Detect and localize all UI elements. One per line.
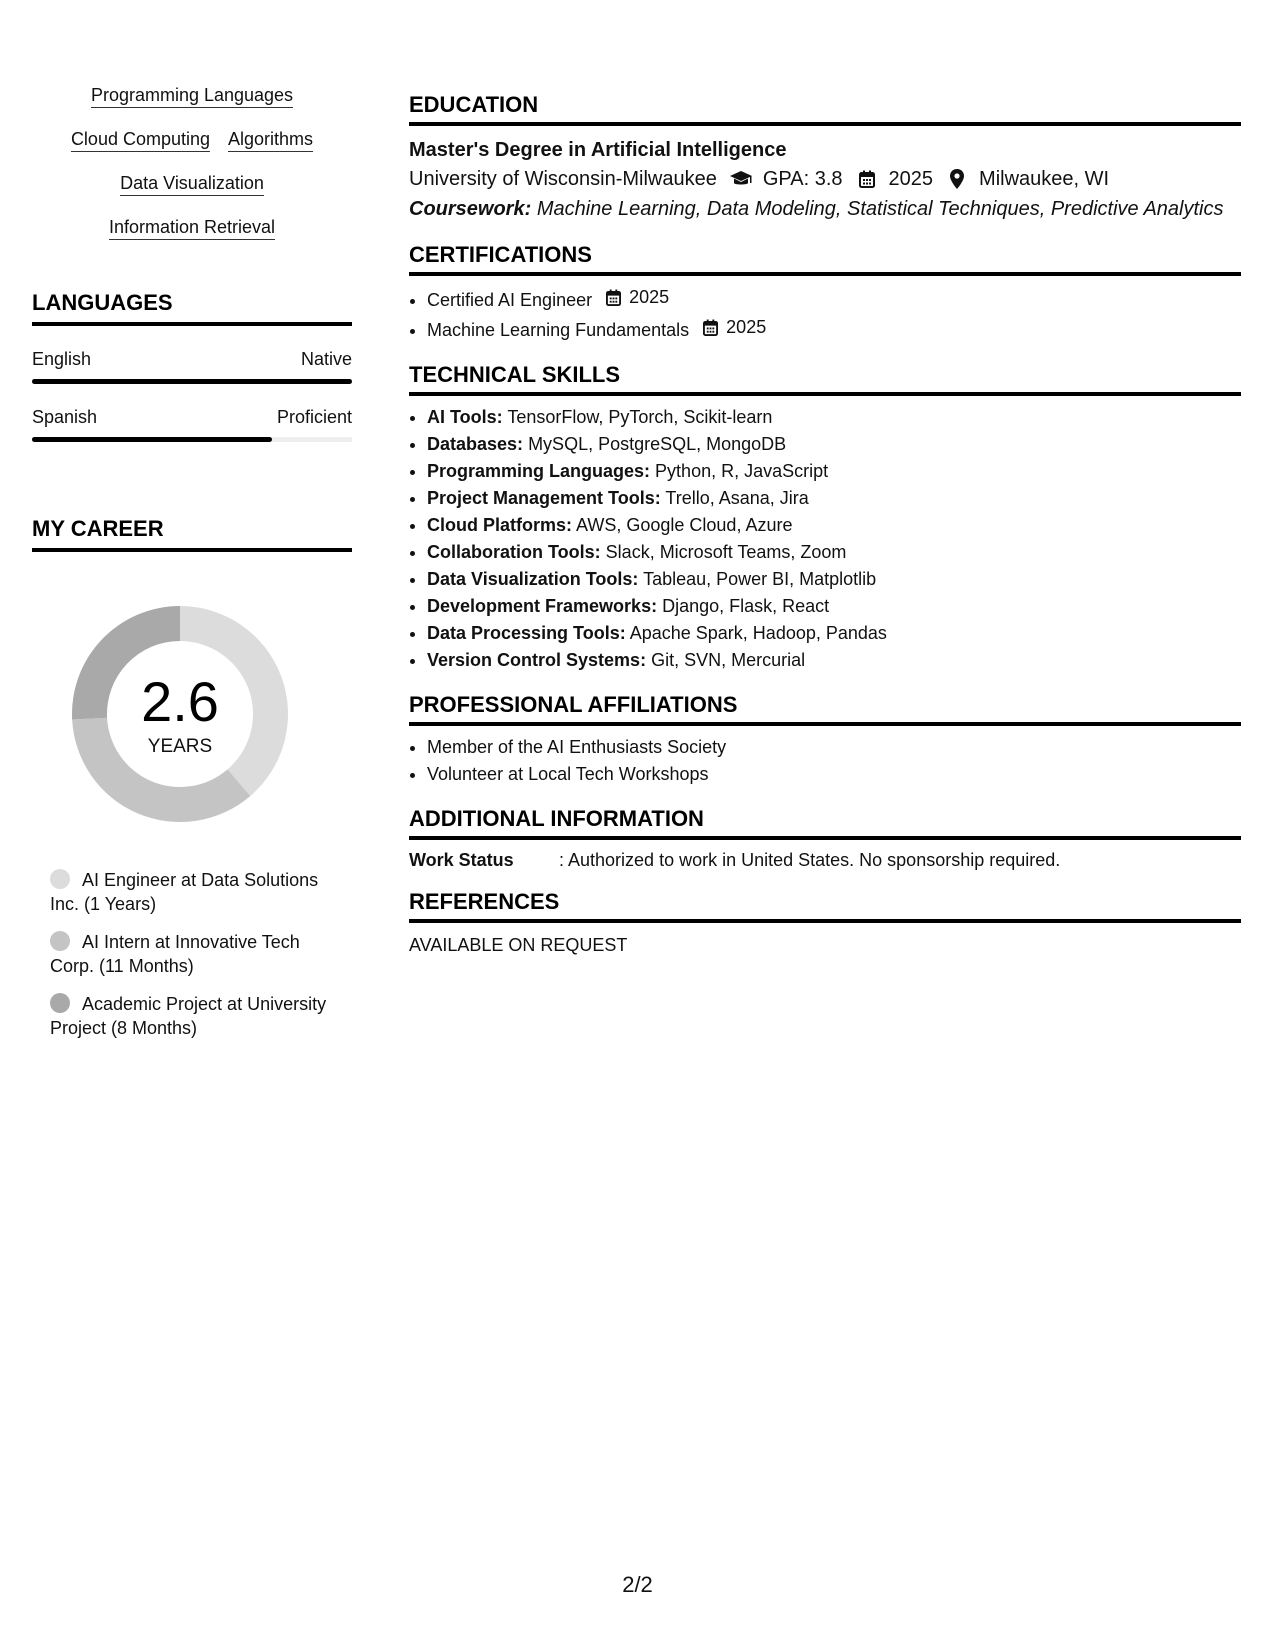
skill-tag-row [32, 128, 352, 152]
skill-category: Project Management Tools: [427, 488, 661, 508]
career-total-value: 2.6 [141, 670, 219, 733]
skill-category: Cloud Platforms: [427, 515, 573, 535]
skill-tag: Programming Languages [91, 84, 293, 108]
graduation-cap-icon [729, 169, 753, 189]
certification-date [703, 314, 766, 341]
coursework-label: Coursework: [409, 198, 532, 220]
work-status-label: Work Status [409, 850, 514, 870]
affiliation-item: • Volunteer at Local Tech Workshops [427, 761, 1241, 788]
technical-skill-item [427, 404, 1241, 431]
coursework-value: Machine Learning, Data Modeling, Statistical Techniques, Predictive Analytics [536, 198, 1224, 220]
technical-skill-item [427, 593, 1241, 620]
left-column [32, 84, 352, 1054]
certification-year: 2025 [629, 287, 670, 307]
technical-skill-item [427, 566, 1241, 593]
career-list-item [50, 992, 330, 1040]
skill-values: Django, Flask, React [662, 596, 830, 616]
skill-category: Collaboration Tools: [427, 542, 601, 562]
technical-skill-item [427, 458, 1241, 485]
education-location: Milwaukee, WI [979, 168, 1110, 190]
education-coursework [409, 194, 1241, 224]
calendar-icon [855, 169, 879, 189]
location-pin-icon [945, 169, 969, 189]
language-level-bar [32, 379, 352, 384]
technical-skills-title: TECHNICAL SKILLS [409, 362, 1241, 396]
career-section [32, 516, 352, 1040]
career-legend-dot [50, 869, 70, 889]
certification-name: Machine Learning Fundamentals [427, 320, 690, 340]
skill-category: Data Visualization Tools: [427, 569, 639, 589]
education-details [409, 164, 1241, 194]
education-degree: Master's Degree in Artificial Intelligence [409, 139, 787, 161]
additional-info-section [409, 806, 1241, 871]
language-name: English [32, 349, 92, 369]
education-year: 2025 [888, 168, 934, 190]
skill-tag: Information Retrieval [109, 216, 275, 240]
career-item-label: AI Engineer at Data Solutions Inc. (1 Years) [50, 870, 319, 914]
technical-skill-item [427, 485, 1241, 512]
skill-tag: Algorithms [228, 128, 313, 152]
skill-values: TensorFlow, PyTorch, Scikit-learn [507, 407, 773, 427]
career-legend [50, 868, 330, 1040]
references-title: REFERENCES [409, 889, 1241, 923]
education-section [409, 92, 1241, 224]
education-title: EDUCATION [409, 92, 1241, 126]
language-row [32, 348, 352, 370]
skill-category: AI Tools: [427, 407, 503, 427]
skill-tag: Data Visualization [120, 172, 264, 196]
career-total-unit: YEARS [147, 736, 213, 757]
languages-section [32, 290, 352, 442]
skill-values: Python, R, JavaScript [655, 461, 829, 481]
career-item-label: Academic Project at University Project (8 Months) [50, 994, 327, 1038]
skill-values: Tableau, Power BI, Matplotlib [643, 569, 877, 589]
career-donut-chart [62, 596, 298, 832]
affiliations-title: PROFESSIONAL AFFILIATIONS [409, 692, 1241, 726]
references-text: AVAILABLE ON REQUEST [409, 935, 628, 955]
technical-skill-item [427, 647, 1241, 674]
languages-title: LANGUAGES [32, 290, 352, 326]
certifications-list [409, 284, 1241, 344]
skill-category: Development Frameworks: [427, 596, 658, 616]
language-name: Spanish [32, 407, 98, 427]
skill-values: Apache Spark, Hadoop, Pandas [629, 623, 887, 643]
technical-skills-section [409, 362, 1241, 674]
affiliations-list [409, 734, 1241, 788]
references-section [409, 889, 1241, 956]
technical-skill-item [427, 539, 1241, 566]
career-list-item [50, 868, 330, 916]
technical-skill-item [427, 620, 1241, 647]
page-number: 2/2 [622, 1572, 653, 1597]
language-level: Proficient [276, 407, 352, 427]
skill-tag-row [32, 172, 352, 196]
technical-skills-list [409, 404, 1241, 674]
career-list-item [50, 930, 330, 978]
certifications-section [409, 242, 1241, 344]
skill-tag-row [32, 216, 352, 240]
career-legend-dot [50, 931, 70, 951]
skill-category: Databases: [427, 434, 524, 454]
work-status-value: : Authorized to work in United States. No sponsorship required. [559, 850, 1061, 870]
skill-tag-row [32, 84, 352, 108]
skill-values: Git, SVN, Mercurial [651, 650, 806, 670]
certifications-title: CERTIFICATIONS [409, 242, 1241, 276]
certification-item [427, 284, 1241, 314]
skill-values: Trello, Asana, Jira [665, 488, 809, 508]
calendar-icon [703, 319, 722, 336]
skill-category: Programming Languages: [427, 461, 651, 481]
language-level-fill [32, 379, 352, 384]
skill-tags [32, 84, 352, 260]
technical-skill-item [427, 431, 1241, 458]
technical-skill-item [427, 512, 1241, 539]
certification-name: Certified AI Engineer [427, 290, 593, 310]
additional-info-title: ADDITIONAL INFORMATION [409, 806, 1241, 840]
affiliations-section [409, 692, 1241, 788]
right-column [409, 92, 1241, 974]
language-item [32, 406, 352, 442]
certification-year: 2025 [726, 317, 767, 337]
career-legend-dot [50, 993, 70, 1013]
language-row [32, 406, 352, 428]
skill-values: AWS, Google Cloud, Azure [576, 515, 793, 535]
career-title: MY CAREER [32, 516, 352, 552]
affiliation-item: • Member of the AI Enthusiasts Society [427, 734, 1241, 761]
education-school: University of Wisconsin-Milwaukee [409, 168, 717, 190]
skill-values: MySQL, PostgreSQL, MongoDB [528, 434, 787, 454]
skill-tag: Cloud Computing [71, 128, 210, 152]
work-status-row [409, 850, 1241, 871]
certification-date [606, 284, 669, 311]
language-level-bar [32, 437, 352, 442]
skill-category: Data Processing Tools: [427, 623, 626, 643]
skill-category: Version Control Systems: [427, 650, 647, 670]
career-item-label: AI Intern at Innovative Tech Corp. (11 Months) [50, 932, 300, 976]
languages-list [32, 348, 352, 442]
language-level-fill [32, 437, 272, 442]
education-gpa: GPA: 3.8 [762, 168, 843, 190]
skill-values: Slack, Microsoft Teams, Zoom [605, 542, 847, 562]
calendar-icon [606, 289, 625, 306]
language-level: Native [300, 349, 352, 369]
language-item [32, 348, 352, 384]
donut-center [62, 596, 298, 832]
certification-item [427, 314, 1241, 344]
